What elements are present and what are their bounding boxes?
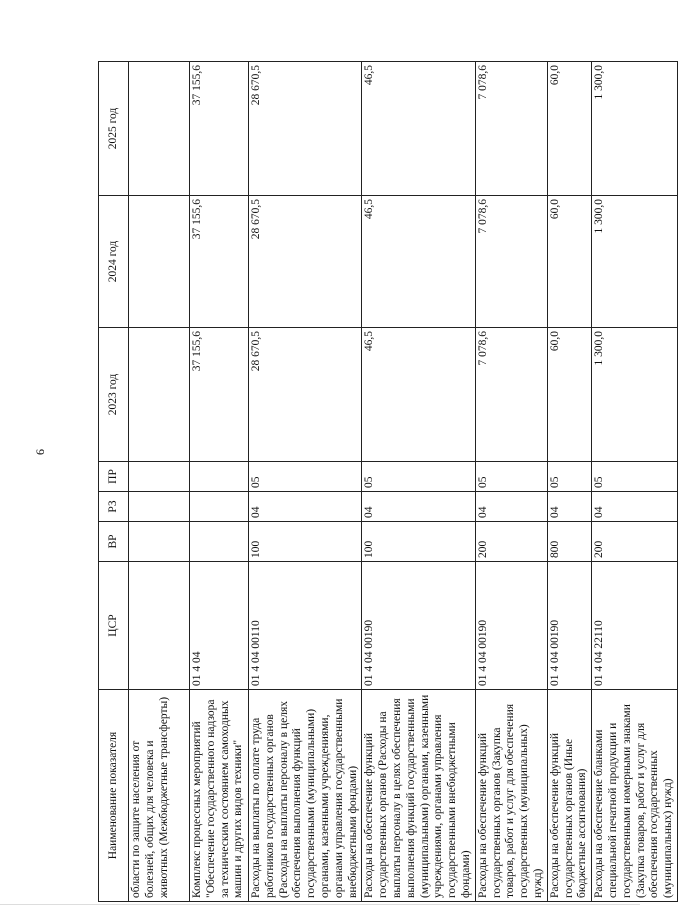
cell-rz: 04 xyxy=(547,492,591,522)
cell-2024: 46,5 xyxy=(362,196,475,328)
table-row xyxy=(249,62,362,902)
cell-2023: 7 078,6 xyxy=(475,328,547,462)
cell-2024: 60,0 xyxy=(547,196,591,328)
cell-rz xyxy=(129,492,190,522)
header-2025: 2025 год xyxy=(99,62,129,196)
cell-2025: 7 078,6 xyxy=(475,62,547,196)
cell-name: Расходы на обеспечение функций государственных органов (Расходы на выплаты персоналу в целях обеспечения выполнения функций государственными (муниципальными) органами, казенными учреждениями, органами управления государственными внебюджетными фондами) xyxy=(362,690,475,902)
cell-csr: 01 4 04 00190 xyxy=(475,562,547,690)
cell-name: Расходы на обеспечение функций государственных органов (Закупка товаров, работ и услуг для обеспечения государственных (муниципальных) нужд) xyxy=(475,690,547,902)
cell-name: Расходы на обеспечение функций государственных органов (Иные бюджетные ассигнования) xyxy=(547,690,591,902)
cell-vr xyxy=(190,522,249,562)
cell-pr: 05 xyxy=(249,462,362,492)
budget-table xyxy=(98,61,678,902)
cell-pr: 05 xyxy=(592,462,678,492)
cell-name: Расходы на обеспечение бланками специальной печатной продукции и государственными номерными знаками (Закупка товаров, работ и услуг для обеспечения государственных (муниципальных) нужд) xyxy=(592,690,678,902)
table-row xyxy=(129,62,190,902)
cell-csr: 01 4 04 00110 xyxy=(249,562,362,690)
table-header-row xyxy=(99,62,129,902)
cell-2024: 1 300,0 xyxy=(592,196,678,328)
header-rz: РЗ xyxy=(99,492,129,522)
cell-name: Комплекс процессных мероприятий "Обеспечение государственного надзора за техническим состоянием самоходных машин и других видов техники" xyxy=(190,690,249,902)
cell-name: области по защите населения от болезней, общих для человека и животных (Межбюджетные трансферты) xyxy=(129,690,190,902)
cell-2023: 60,0 xyxy=(547,328,591,462)
cell-vr: 200 xyxy=(592,522,678,562)
cell-2024: 7 078,6 xyxy=(475,196,547,328)
cell-2025: 60,0 xyxy=(547,62,591,196)
cell-2025 xyxy=(129,62,190,196)
table-row xyxy=(475,62,547,902)
cell-vr: 100 xyxy=(249,522,362,562)
cell-pr: 05 xyxy=(475,462,547,492)
cell-rz xyxy=(190,492,249,522)
header-2023: 2023 год xyxy=(99,328,129,462)
table-row xyxy=(362,62,475,902)
table-row xyxy=(592,62,678,902)
cell-2025: 1 300,0 xyxy=(592,62,678,196)
cell-csr: 01 4 04 00190 xyxy=(362,562,475,690)
cell-2023: 37 155,6 xyxy=(190,328,249,462)
header-2024: 2024 год xyxy=(99,196,129,328)
cell-2023: 28 670,5 xyxy=(249,328,362,462)
cell-vr xyxy=(129,522,190,562)
cell-2023: 1 300,0 xyxy=(592,328,678,462)
rotated-page-content xyxy=(98,62,675,902)
cell-2024: 37 155,6 xyxy=(190,196,249,328)
cell-name: Расходы на выплаты по оплате труда работников государственных органов (Расходы на выплаты персоналу в целях обеспечения выполнения функций государственными (муниципальными) органами, казенными учреждениями, органами управления государственными внебюджетными фондами) xyxy=(249,690,362,902)
cell-rz: 04 xyxy=(249,492,362,522)
cell-pr xyxy=(129,462,190,492)
cell-pr: 05 xyxy=(362,462,475,492)
cell-2024: 28 670,5 xyxy=(249,196,362,328)
header-vr: ВР xyxy=(99,522,129,562)
cell-rz: 04 xyxy=(362,492,475,522)
page-number: 9 xyxy=(33,449,48,455)
cell-2024 xyxy=(129,196,190,328)
cell-2025: 28 670,5 xyxy=(249,62,362,196)
cell-2025: 37 155,6 xyxy=(190,62,249,196)
cell-2023 xyxy=(129,328,190,462)
cell-2023: 46,5 xyxy=(362,328,475,462)
cell-pr: 05 xyxy=(547,462,591,492)
header-csr: ЦСР xyxy=(99,562,129,690)
cell-2025: 46,5 xyxy=(362,62,475,196)
table-row xyxy=(547,62,591,902)
cell-rz: 04 xyxy=(592,492,678,522)
header-name: Наименование показателя xyxy=(99,690,129,902)
cell-csr: 01 4 04 22110 xyxy=(592,562,678,690)
cell-rz: 04 xyxy=(475,492,547,522)
cell-pr xyxy=(190,462,249,492)
cell-csr xyxy=(129,562,190,690)
cell-vr: 800 xyxy=(547,522,591,562)
cell-csr: 01 4 04 00190 xyxy=(547,562,591,690)
header-pr: ПР xyxy=(99,462,129,492)
table-row xyxy=(190,62,249,902)
cell-vr: 200 xyxy=(475,522,547,562)
cell-vr: 100 xyxy=(362,522,475,562)
cell-csr: 01 4 04 xyxy=(190,562,249,690)
